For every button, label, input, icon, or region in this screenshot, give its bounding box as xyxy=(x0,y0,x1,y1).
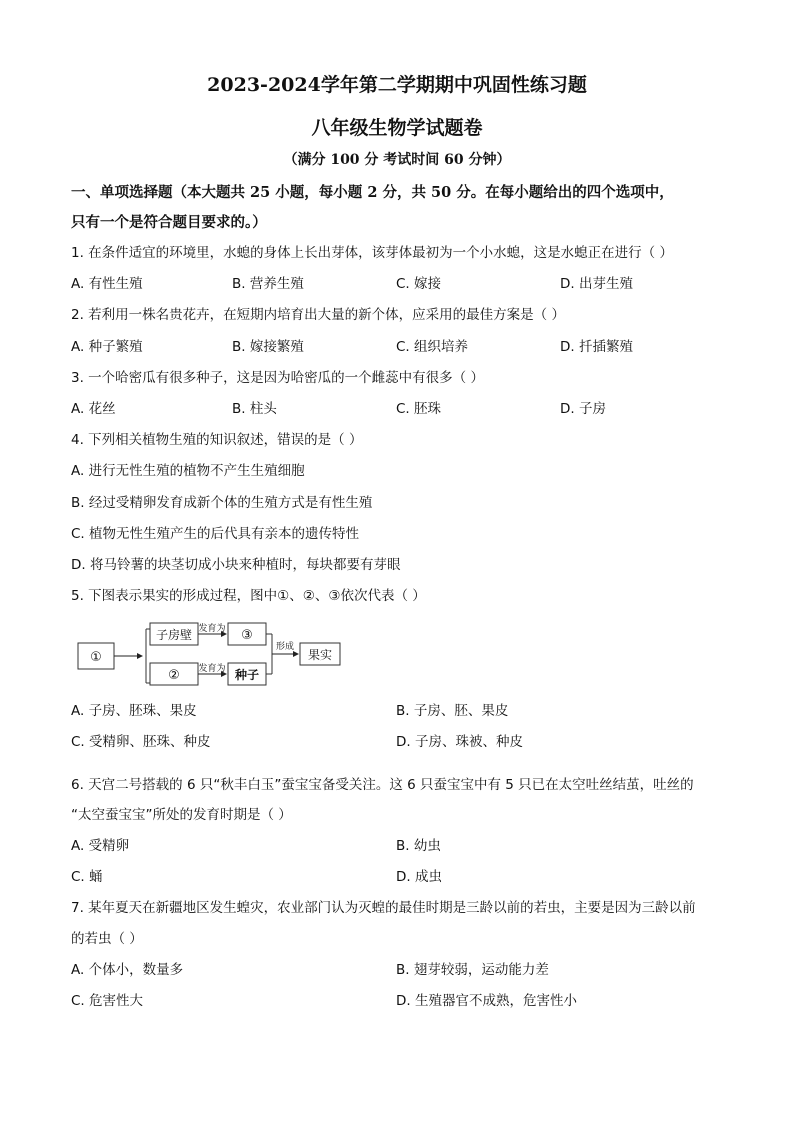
q1-option-d: D. 出芽生殖 xyxy=(560,276,633,292)
q6-option-a: A. 受精卵 xyxy=(71,838,130,854)
diagram-grow-label-2: 发育为 xyxy=(198,664,226,674)
question-3: 3. 一个哈密瓜有很多种子，这是因为哈密瓜的一个雌蕊中有很多（ ） xyxy=(71,370,484,386)
q6-option-c: C. 蛹 xyxy=(71,869,103,885)
question-5: 5. 下图表示果实的形成过程，图中①、②、③依次代表（ ） xyxy=(71,588,426,604)
q3-option-b: B. 柱头 xyxy=(232,401,277,417)
q2-option-c: C. 组织培养 xyxy=(396,339,469,355)
q2-option-a: A. 种子繁殖 xyxy=(71,339,143,355)
diagram-label-1: ① xyxy=(90,650,102,665)
q7-option-c: C. 危害性大 xyxy=(71,993,144,1009)
diagram-form-label: 形成 xyxy=(275,642,295,652)
question-4: 4. 下列相关植物生殖的知识叙述，错误的是（ ） xyxy=(71,432,363,448)
fruit-formation-diagram xyxy=(76,621,344,691)
q3-option-d: D. 子房 xyxy=(560,401,606,417)
question-7-line1: 7. 某年夏天在新疆地区发生蝗灾，农业部门认为灭蝗的最佳时期是三龄以前的若虫，主要是因为三龄以前 xyxy=(71,900,696,916)
q1-option-c: C. 嫁接 xyxy=(396,276,442,292)
q6-option-d: D. 成虫 xyxy=(396,869,442,885)
diagram-label-2: ② xyxy=(168,668,180,683)
diagram-label-seed: 种子 xyxy=(234,668,260,682)
diagram-label-ovary-wall: 子房壁 xyxy=(155,628,193,642)
q1-option-a: A. 有性生殖 xyxy=(71,276,143,292)
q4-option-d: D. 将马铃薯的块茎切成小块来种植时，每块都要有芽眼 xyxy=(71,557,401,573)
q7-option-b: B. 翅芽较弱，运动能力差 xyxy=(396,962,549,978)
question-7-line2: 的若虫（ ） xyxy=(71,931,143,947)
q5-option-a: A. 子房、胚珠、果皮 xyxy=(71,703,197,719)
diagram-grow-label-1: 发育为 xyxy=(198,624,226,634)
question-6-line1: 6. 天宫二号搭载的 6 只“秋丰白玉”蚕宝宝备受关注。这 6 只蚕宝宝中有 5 只已在太空吐丝结茧，吐丝的 xyxy=(71,777,694,793)
exam-subtitle: 八年级生物学试题卷 xyxy=(311,117,483,139)
q5-option-d: D. 子房、珠被、种皮 xyxy=(396,734,523,750)
exam-info: （满分 100 分 考试时间 60 分钟） xyxy=(283,152,511,168)
exam-title: 2023-2024学年第二学期期中巩固性练习题 xyxy=(207,74,587,96)
q7-option-a: A. 个体小，数量多 xyxy=(71,962,184,978)
diagram-label-3: ③ xyxy=(241,628,253,643)
q5-option-c: C. 受精卵、胚珠、种皮 xyxy=(71,734,211,750)
question-2: 2. 若利用一株名贵花卉，在短期内培育出大量的新个体，应采用的最佳方案是（ ） xyxy=(71,307,565,323)
question-1: 1. 在条件适宜的环境里，水螅的身体上长出芽体，该芽体最初为一个小水螅，这是水螅正在进行（ ） xyxy=(71,245,673,261)
q2-option-d: D. 扦插繁殖 xyxy=(560,339,633,355)
q4-option-a: A. 进行无性生殖的植物不产生生殖细胞 xyxy=(71,463,305,479)
section-heading-line2: 只有一个是符合题目要求的。） xyxy=(71,214,267,231)
q7-option-d: D. 生殖器官不成熟，危害性小 xyxy=(396,993,577,1009)
q4-option-c: C. 植物无性生殖产生的后代具有亲本的遗传特性 xyxy=(71,526,360,542)
q3-option-c: C. 胚珠 xyxy=(396,401,442,417)
q6-option-b: B. 幼虫 xyxy=(396,838,441,854)
q3-option-a: A. 花丝 xyxy=(71,401,116,417)
q5-option-b: B. 子房、胚、果皮 xyxy=(396,703,509,719)
diagram-label-fruit: 果实 xyxy=(307,648,333,662)
q1-option-b: B. 营养生殖 xyxy=(232,276,304,292)
q4-option-b: B. 经过受精卵发育成新个体的生殖方式是有性生殖 xyxy=(71,495,373,511)
question-6-line2: “太空蚕宝宝”所处的发育时期是（ ） xyxy=(71,807,292,823)
section-heading-line1: 一、单项选择题（本大题共 25 小题，每小题 2 分，共 50 分。在每小题给出的四个选项中， xyxy=(71,184,674,201)
q2-option-b: B. 嫁接繁殖 xyxy=(232,339,304,355)
